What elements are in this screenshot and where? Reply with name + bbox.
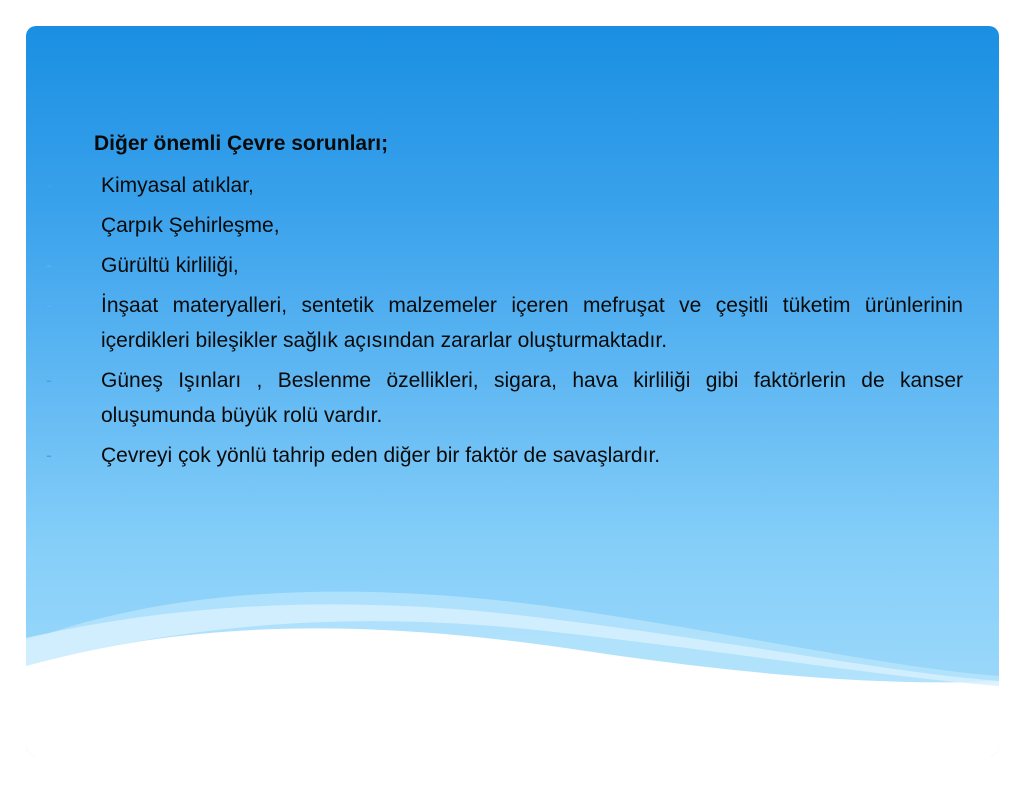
list-item-text: Gürültü kirliliği, <box>101 254 239 277</box>
list-item-text: Kimyasal atıklar, <box>101 174 254 197</box>
dash-bullet-icon: - <box>46 255 52 275</box>
list-item-text: Çevreyi çok yönlü tahrip eden diğer bir faktör de savaşlardır. <box>101 444 661 467</box>
list-item <box>26 363 999 433</box>
list-item-text: Çarpık Şehirleşme, <box>101 214 280 237</box>
list-item <box>26 208 999 243</box>
list-item <box>26 168 999 203</box>
bullet-list <box>26 168 999 478</box>
slide-title: Diğer önemli Çevre sorunları; <box>94 132 389 155</box>
dash-bullet-icon: - <box>46 445 52 465</box>
dash-bullet-icon: - <box>46 215 52 235</box>
dash-bullet-icon: - <box>46 295 52 315</box>
list-item <box>26 248 999 283</box>
slide-content <box>26 26 999 756</box>
list-item-text: Güneş Işınları , Beslenme özellikleri, sigara, hava kirliliği gibi faktörlerin de kanser oluşumunda büyük rolü vardır. <box>101 369 963 427</box>
list-item-text: İnşaat materyalleri, sentetik malzemeler içeren mefruşat ve çeşitli tüketim ürünlerinin içerdikleri bileşikler sağlık açısından zararlar oluşturmaktadır. <box>101 294 963 352</box>
list-item <box>26 288 999 358</box>
dash-bullet-icon: - <box>46 370 52 390</box>
list-item <box>26 438 999 473</box>
dash-bullet-icon: - <box>46 175 52 195</box>
